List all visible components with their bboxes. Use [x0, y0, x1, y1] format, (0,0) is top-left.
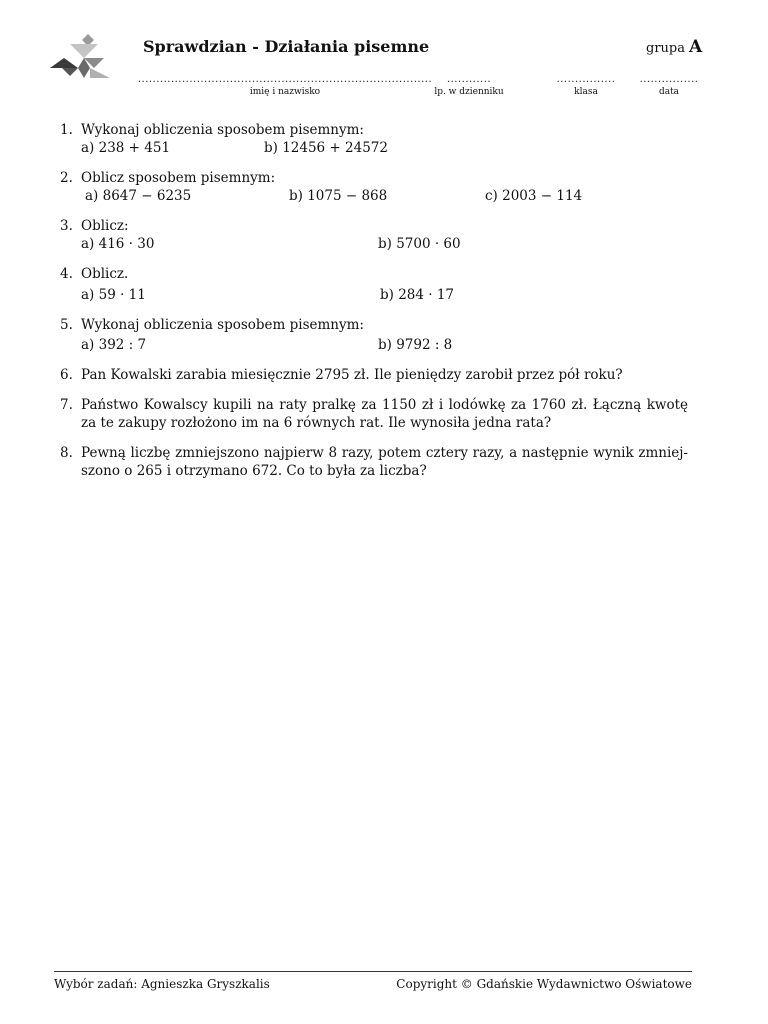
- class-field-label: klasa: [574, 87, 598, 97]
- task-text: Pewną liczbę zmniejszono najpierw 8 razy, potem cztery razy, a następnie wynik zmniej-szono o 265 i otrzymano 672. Co to była za liczba?: [81, 445, 688, 479]
- task-part: b) 284 · 17: [380, 287, 455, 303]
- task-number: 3.: [60, 218, 73, 234]
- task-part: b) 12456 + 24572: [264, 140, 388, 156]
- date-field-label: data: [658, 87, 680, 97]
- task-2: [60, 169, 688, 205]
- task-number: 2.: [60, 170, 73, 186]
- group-label: [646, 37, 702, 57]
- name-field[interactable]: [136, 74, 434, 97]
- task-number: 7.: [60, 397, 73, 413]
- name-field-label: imię i nazwisko: [249, 87, 321, 97]
- task-part: a) 8647 − 6235: [85, 188, 192, 204]
- tangram-logo-icon: [48, 34, 116, 84]
- task-text: Oblicz.: [81, 266, 129, 282]
- task-number: 4.: [60, 266, 73, 282]
- task-text: Państwo Kowalscy kupili na raty pralkę za 1150 zł i lodówkę za 1760 zł. Łączną kwotę za te zakupy rozłożono im na 6 równych rat. Ile wynosiła jedna rata?: [81, 397, 688, 431]
- task-list: [60, 121, 688, 492]
- task-3: [60, 217, 688, 253]
- task-text: Oblicz:: [81, 218, 129, 234]
- task-number: 8.: [60, 445, 73, 461]
- task-4: [60, 265, 688, 304]
- task-1: [60, 121, 688, 157]
- task-number: 5.: [60, 317, 73, 333]
- task-part: a) 59 · 11: [81, 287, 146, 303]
- task-7: [60, 396, 688, 432]
- task-part: b) 9792 : 8: [378, 337, 453, 353]
- task-part: c) 2003 − 114: [485, 188, 583, 204]
- task-text: Oblicz sposobem pisemnym:: [81, 170, 276, 186]
- date-field[interactable]: [637, 74, 701, 97]
- task-text: Wykonaj obliczenia sposobem pisemnym:: [81, 317, 364, 333]
- task-number: 1.: [60, 122, 73, 138]
- register-number-label: lp. w dzienniku: [434, 87, 504, 97]
- class-field[interactable]: [554, 74, 618, 97]
- footer-author: Wybór zadań: Agnieszka Gryszkalis: [54, 977, 270, 991]
- page-title: Sprawdzian - Działania pisemne: [143, 37, 430, 56]
- task-part: a) 392 : 7: [81, 337, 147, 353]
- group-letter: A: [688, 37, 703, 57]
- task-8: [60, 444, 688, 480]
- date-field-dots: ................: [639, 74, 699, 85]
- footer-copyright: Copyright © Gdańskie Wydawnictwo Oświatowe: [396, 977, 692, 991]
- task-text: Wykonaj obliczenia sposobem pisemnym:: [81, 122, 364, 138]
- group-label-text: grupa: [646, 41, 685, 56]
- task-part: b) 5700 · 60: [378, 236, 461, 252]
- footer-divider: [54, 971, 692, 972]
- task-part: b) 1075 − 868: [289, 188, 388, 204]
- name-field-dots: ................................................................................: [137, 74, 433, 85]
- task-part: a) 416 · 30: [81, 236, 155, 252]
- class-field-dots: ................: [556, 74, 616, 85]
- task-text: Pan Kowalski zarabia miesięcznie 2795 zł. Ile pieniędzy zarobił przez pół roku?: [81, 367, 623, 383]
- task-5: [60, 316, 688, 354]
- task-6: [60, 366, 688, 384]
- register-number-dots: ............: [446, 74, 492, 85]
- task-number: 6.: [60, 367, 73, 383]
- register-number-field[interactable]: [434, 74, 504, 97]
- task-part: a) 238 + 451: [81, 140, 171, 156]
